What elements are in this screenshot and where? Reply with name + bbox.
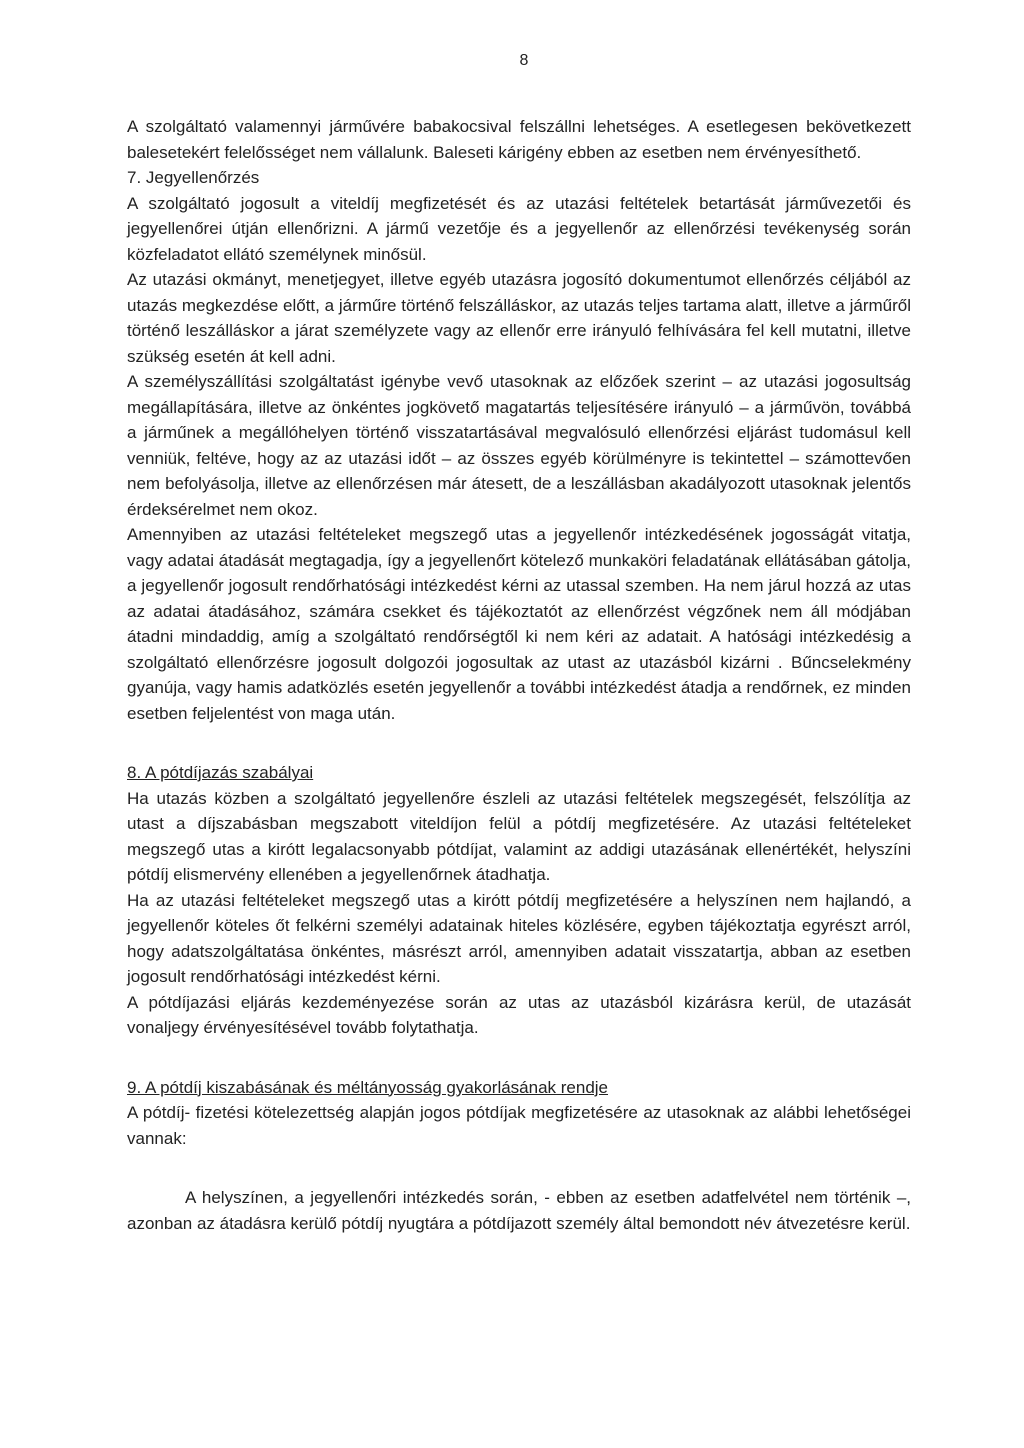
paragraph-personal-data: Ha az utazási feltételeket megszegő utas a kirótt pótdíj megfizetésére a helyszínen nem hajlandó, a jegyellenőr köteles őt felkérni személyi adatainak hiteles közlésére, egyben tájékoztatja egyrészt arról, hogy adatszolgáltatása önkéntes, másrészt arról, amennyiben adatait visszatartja, abban az esetben jogosult rendőrhatósági intézkedést kérni.: [127, 890, 911, 986]
paragraph-surcharge-request: Ha utazás közben a szolgáltató jegyellenőre észleli az utazási feltételek megszegését, felszólítja az utast a díjszabásban megszabott viteldíjon felül a pótdíj megfizetésére. Az utazási feltételeket megszegő utas a kirótt legalacsonyabb pótdíjat, valamint az addigi utazásának ellenértékét, helyszíni pótdíj elismervény ellenében a jegyellenőrnek átadhatja.: [127, 788, 911, 884]
paragraph-exclusion: A pótdíjazási eljárás kezdeményezése során az utas az utazásból kizárásra kerül, de utazását vonaljegy érvényesítésével tovább folytathatja.: [127, 992, 911, 1037]
spacer: [127, 1151, 911, 1185]
paragraph-refusal: Amennyiben az utazási feltételeket megszegő utas a jegyellenőr intézkedésének jogosságát vitatja, vagy adatai átadását megtagadja, így a jegyellenőrt kötelező munkaköri feladatának ellátásában gátolja, a jegyellenőr jogosult rendőrhatósági intézkedést kérni az utassal szemben. Ha nem járul hozzá az utas az adatai átadásához, számára csekket és tájékoztatót az ellenőrzést végzőnek nem áll módjában átadni mindaddig, amíg a szolgáltató rendőrségtől ki nem kéri az adatait. A hatósági intézkedésig a szolgáltató ellenőrzésre jogosult dolgozói jogosultak az utast az utazásból kizárni . Bűncselekmény gyanúja, vagy hamis adatközlés esetén jegyellenőr a további intézkedést átadja a rendőrnek, ez minden esetben feljelentést von maga után.: [127, 525, 911, 723]
section-title-ticket-inspection: 7. Jegyellenőrzés: [127, 168, 260, 187]
paragraph-ticket-presentation: Az utazási okmányt, menetjegyet, illetve egyéb utazásra jogosító dokumentumot ellenőrzés céljából az utazás megkezdése előtt, a járműre történő felszálláskor, az utazás teljes tartama alatt, illetve a járműről történő leszálláskor a járat személyzete vagy az ellenőr erre irányuló felhívására fel kell mutatni, illetve szükség esetén át kell adni.: [127, 270, 911, 366]
paragraph-on-the-spot: A helyszínen, a jegyellenőri intézkedés során, - ebben az esetben adatfelvétel nem történik –, azonban az átadásra kerülő pótdíj nyugtára a pótdíjazott személy által bemondott név átvezetésre kerül.: [127, 1188, 911, 1233]
document-page: [127, 52, 911, 1236]
paragraph-inspection-procedure: A személyszállítási szolgáltatást igénybe vevő utasoknak az előzőek szerint – az utazási jogosultság megállapítására, illetve az önkéntes jogkövető magatartás teljesítésére irányuló – a járművön, továbbá a járműnek a megállóhelyen történő visszatartásával megvalósuló ellenőrzési eljárást tudomásul kell venniük, feltéve, hogy az az utazási időt – az összes egyéb körülményre is tekintettel – számottevően nem befolyásolja, illetve az ellenőrzésen már átesett, de a leszállásban akadályozott utasoknak jelentős érdeksérelmet nem okoz.: [127, 372, 911, 519]
paragraph-inspection-right: A szolgáltató jogosult a viteldíj megfizetését és az utazási feltételek betartását járművezetői és jegyellenőrei útján ellenőrizni. A jármű vezetője és a jegyellenőr az ellenőrzési tevékenység során közfeladatot ellátó személynek minősül.: [127, 193, 911, 264]
page-number: 8: [519, 52, 529, 69]
spacer: [127, 1041, 911, 1075]
paragraph-stroller: A szolgáltató valamennyi járművére babakocsival felszállni lehetséges. A esetlegesen bekövetkezett balesetekért felelősséget nem vállalunk. Baleseti kárigény ebben az esetben nem érvényesíthető.: [127, 117, 911, 162]
paragraph-payment-options: A pótdíj- fizetési kötelezettség alapján jogos pótdíjak megfizetésére az utasoknak az alábbi lehetőségei vannak:: [127, 1103, 911, 1148]
section-heading-surcharge-assessment: 9. A pótdíj kiszabásának és méltányosság gyakorlásának rendje: [127, 1077, 609, 1097]
spacer: [127, 726, 911, 760]
section-heading-surcharge-rules: 8. A pótdíjazás szabályai: [127, 763, 314, 782]
